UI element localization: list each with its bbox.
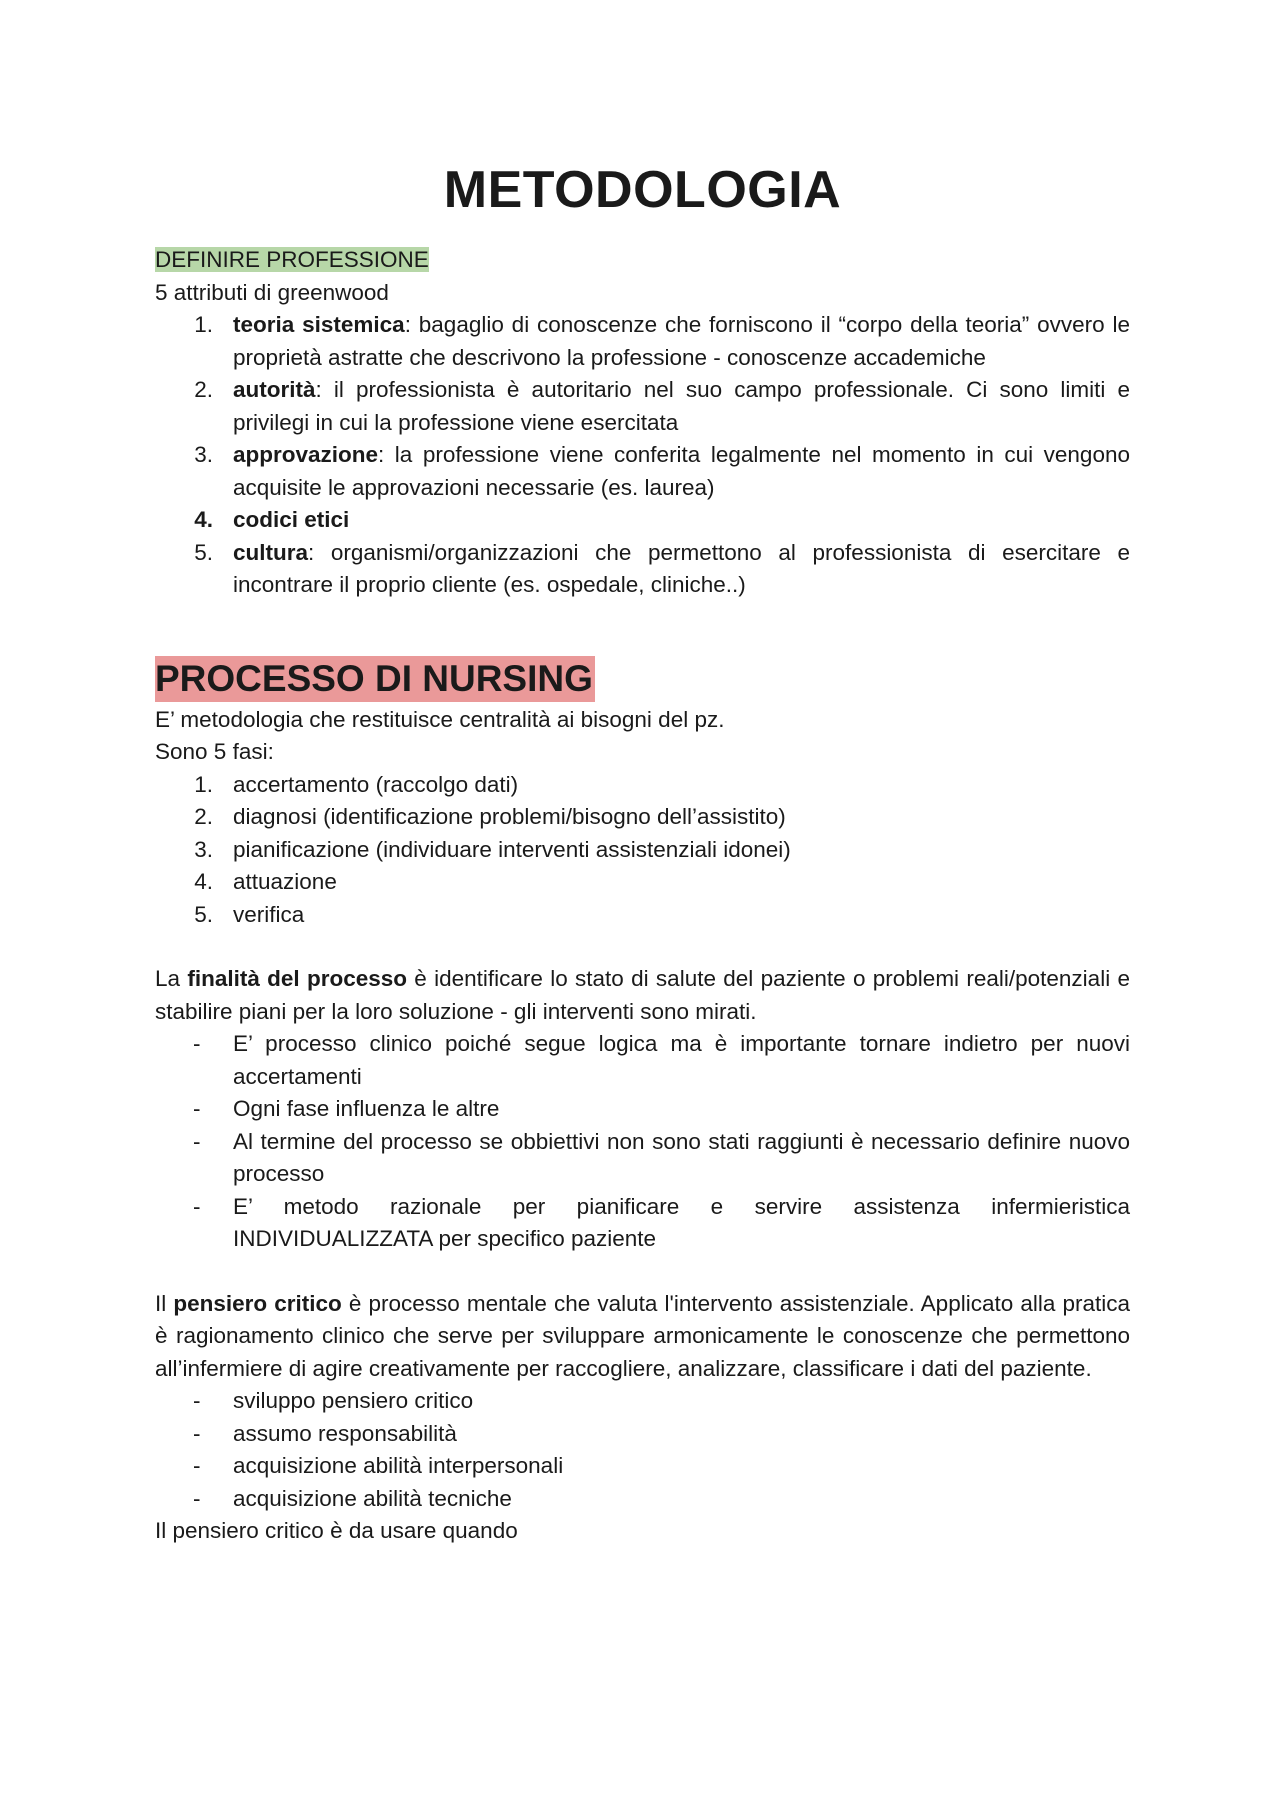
- list-item: [155, 439, 1130, 504]
- list-number: 1.: [194, 771, 213, 797]
- attribute-term: approvazione: [233, 442, 379, 467]
- list-item-text: Ogni fase influenza le altre: [233, 1096, 500, 1121]
- attribute-term: cultura: [233, 539, 309, 565]
- list-item-text: Al termine del processo se obbiettivi non sono stati raggiunti è necessario definire nuovo processo: [233, 1128, 1130, 1186]
- attribute-description: : bagaglio di conoscenze che forniscono il “corpo della teoria” ovvero le proprietà astratte che descrivono la professione - conoscenze accademiche: [233, 312, 1131, 370]
- document-page: [155, 148, 1130, 1548]
- list-item-text: accertamento (raccolgo dati): [233, 771, 519, 797]
- list-item: [155, 1418, 1130, 1451]
- process-bullets: [155, 1028, 1130, 1256]
- paragraph: E’ metodologia che restituisce centralità ai bisogni del pz.: [155, 706, 725, 732]
- pensiero-bullets: [155, 1385, 1130, 1515]
- attribute-term: teoria sistemica: [233, 312, 405, 337]
- dash-bullet: -: [193, 1128, 201, 1154]
- list-number: 5.: [194, 901, 213, 927]
- highlighted-heading: DEFINIRE PROFESSIONE: [155, 247, 429, 272]
- list-item: [155, 537, 1130, 602]
- list-item-text: acquisizione abilità tecniche: [233, 1485, 512, 1511]
- list-number: 4.: [194, 869, 213, 894]
- dash-bullet: -: [193, 1096, 201, 1121]
- list-number: 3.: [194, 442, 213, 467]
- phases-list: [155, 769, 1130, 932]
- closing-line: Il pensiero critico è da usare quando: [155, 1518, 518, 1543]
- list-item: [155, 1028, 1130, 1093]
- list-number: 1.: [194, 312, 213, 337]
- list-item-text: E’ metodo razionale per pianificare e servire assistenza infermieristica INDIVIDUALIZZATA per specifico paziente: [233, 1193, 1130, 1251]
- list-item-text: assumo responsabilità: [233, 1420, 457, 1446]
- list-item-text: E’ processo clinico poiché segue logica ma è importante tornare indietro per nuovi accertamenti: [233, 1031, 1130, 1089]
- attribute-term: autorità: [233, 377, 316, 402]
- section-heading-definire: [155, 244, 1130, 277]
- dash-bullet: -: [193, 1485, 201, 1511]
- list-item: [155, 899, 1130, 932]
- list-number: 4.: [194, 507, 213, 532]
- list-item: [155, 801, 1130, 834]
- paragraph: Sono 5 fasi:: [155, 739, 274, 764]
- paragraph-finalita: La finalità del processo è identificare lo stato di salute del paziente o problemi reali/potenziali e stabilire piani per la loro soluzione - gli interventi sono mirati.: [155, 966, 1131, 1024]
- list-item: [155, 1093, 1130, 1126]
- highlighted-section-title: PROCESSO DI NURSING: [155, 656, 595, 702]
- list-item: [155, 866, 1130, 899]
- bold-term: pensiero critico: [173, 1290, 342, 1316]
- list-item-text: attuazione: [233, 869, 337, 894]
- dash-bullet: -: [193, 1388, 201, 1413]
- dash-bullet: -: [193, 1453, 201, 1478]
- document-title: METODOLOGIA: [443, 161, 842, 219]
- attribute-description: : la professione viene conferita legalmente nel momento in cui vengono acquisite le approvazioni necessarie (es. laurea): [233, 442, 1130, 500]
- section-intro: 5 attributi di greenwood: [155, 279, 389, 305]
- paragraph-pensiero-critico: Il pensiero critico è processo mentale che valuta l'intervento assistenziale. Applicato alla pratica è ragionamento clinico che serve per sviluppare armonicamente le conoscenze che permettono all’infermiere di agire creativamente per raccogliere, analizzare, classificare i dati del paziente.: [155, 1290, 1130, 1381]
- list-item-text: sviluppo pensiero critico: [233, 1388, 474, 1413]
- dash-bullet: -: [193, 1031, 201, 1056]
- list-item-text: verifica: [233, 901, 305, 927]
- bold-term: finalità del processo: [187, 966, 407, 991]
- section-heading-nursing: [155, 656, 1130, 702]
- list-number: 5.: [194, 539, 213, 565]
- list-item: [155, 1483, 1130, 1516]
- list-item: [155, 834, 1130, 867]
- attribute-description: : il professionista è autoritario nel suo campo professionale. Ci sono limiti e privilegi in cui la professione viene esercitata: [233, 377, 1130, 435]
- list-number: 2.: [194, 377, 213, 402]
- list-item: [155, 769, 1130, 802]
- attribute-term: codici etici: [233, 507, 350, 532]
- list-number: 2.: [194, 804, 213, 829]
- greenwood-attributes-list: [155, 309, 1130, 602]
- list-item-text: pianificazione (individuare interventi assistenziali idonei): [233, 836, 791, 862]
- list-item: [155, 1385, 1130, 1418]
- list-item: [155, 309, 1130, 374]
- list-item: [155, 1191, 1130, 1256]
- list-item: [155, 374, 1130, 439]
- list-item: [155, 504, 1130, 537]
- list-number: 3.: [194, 836, 213, 862]
- list-item: [155, 1450, 1130, 1483]
- list-item-text: diagnosi (identificazione problemi/bisogno dell’assistito): [233, 804, 786, 829]
- attribute-description: : organismi/organizzazioni che permettono al professionista di esercitare e incontrare il proprio cliente (es. ospedale, cliniche..): [233, 539, 1130, 597]
- dash-bullet: -: [193, 1420, 201, 1446]
- list-item-text: acquisizione abilità interpersonali: [233, 1453, 564, 1478]
- dash-bullet: -: [193, 1193, 201, 1219]
- list-item: [155, 1126, 1130, 1191]
